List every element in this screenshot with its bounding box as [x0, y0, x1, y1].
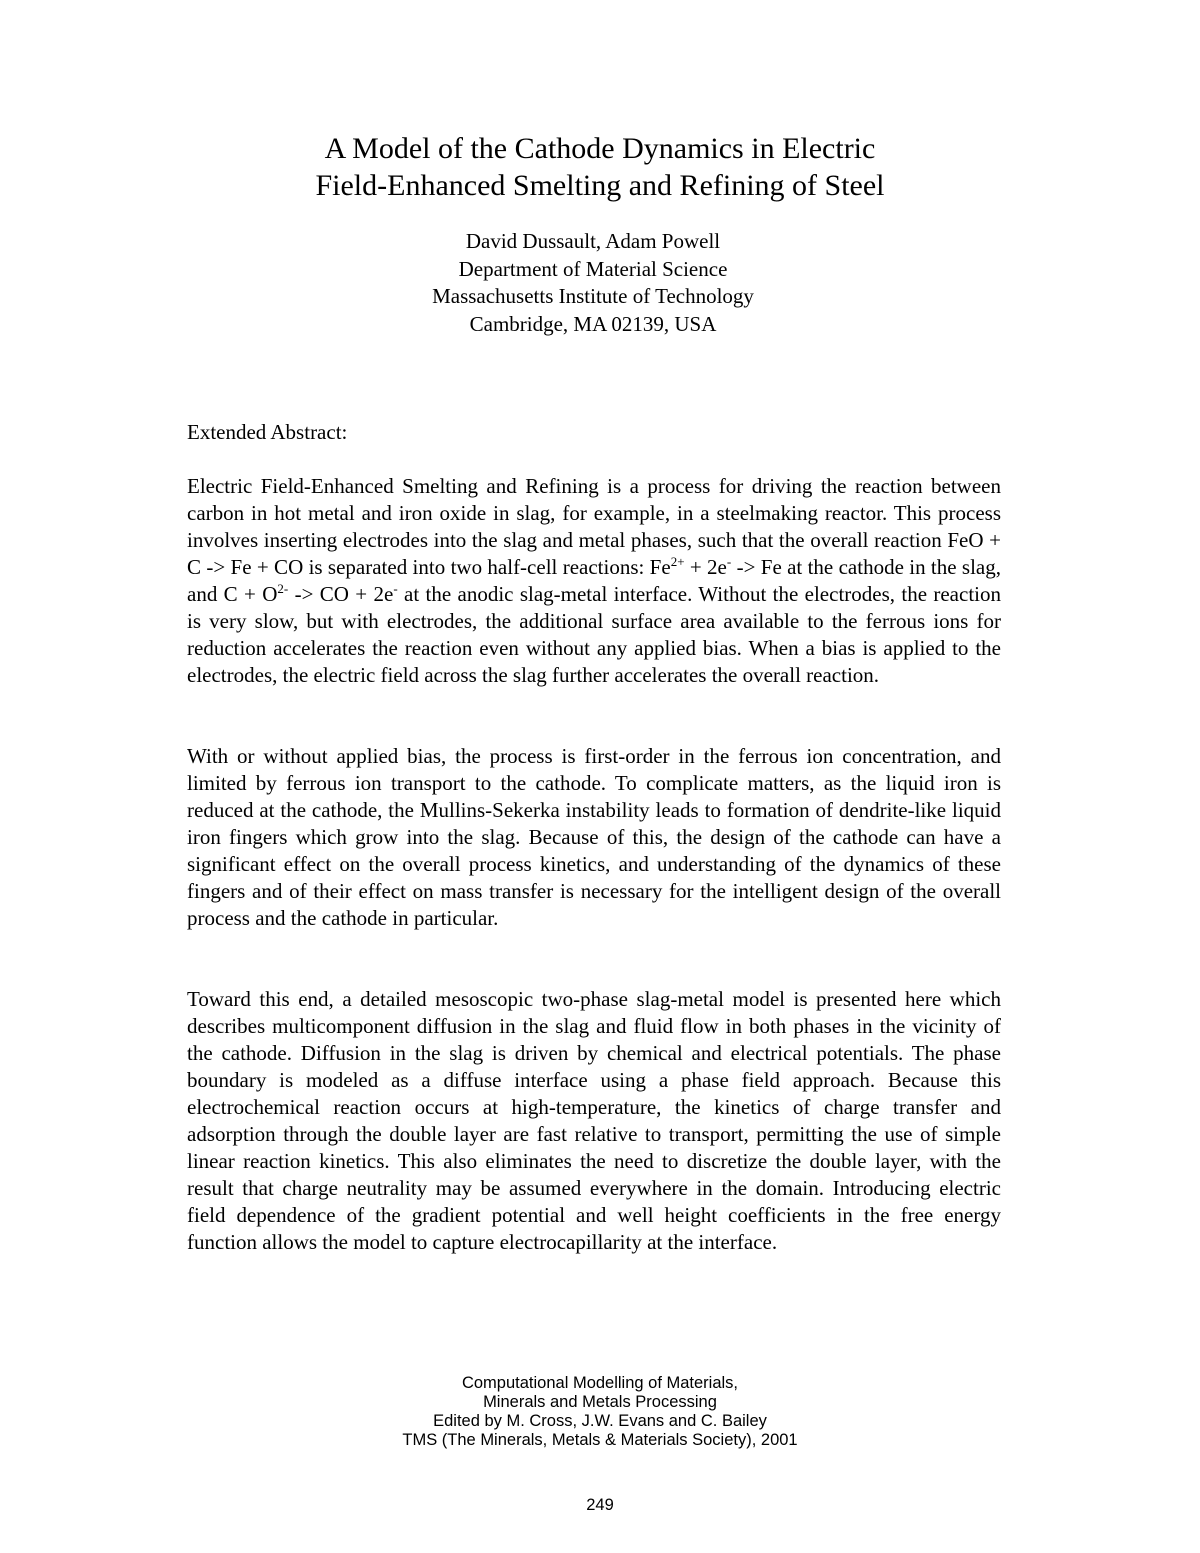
author-names: David Dussault, Adam Powell [465, 229, 721, 253]
footer-line-1: Computational Modelling of Materials, [461, 1374, 739, 1392]
footer-line-2: Minerals and Metals Processing [483, 1393, 717, 1411]
p1-text-3: -> Fe at the cathode in the slag, and C + O [187, 555, 1001, 606]
publication-footer [0, 1374, 1200, 1450]
p3-text: Toward this end, a detailed mesoscopic two-phase slag-metal model is presented here which describes multicomponent diffusion in the slag and fluid flow in both phases in the vicinity of the cathode. Diffusion in the slag is driven by chemical and electrical potentials. The phase boundary is modeled as a diffuse interface using a phase field approach. Because this electrochemical reaction occurs at high-temperature, the kinetics of charge transfer and adsorption through the double layer are fast relative to transport, permitting the use of simple linear reaction kinetics. This also eliminates the need to discretize the double layer, with the result that charge neutrality may be assumed everywhere in the domain. Introducing electric field dependence of the gradient potential and well height coefficients in the free energy function allows the model to capture electrocapillarity at the interface. [187, 987, 1001, 1254]
p1-sup-1: 2+ [670, 554, 685, 569]
footer-line-3: Edited by M. Cross, J.W. Evans and C. Bailey [433, 1412, 767, 1430]
abstract-paragraph-1 [187, 473, 1001, 689]
paper-title [0, 130, 1200, 204]
abstract-paragraph-2 [187, 743, 1001, 932]
author-institution: Massachusetts Institute of Technology [432, 284, 754, 308]
author-address: Cambridge, MA 02139, USA [469, 311, 717, 336]
author-department: Department of Material Science [458, 256, 728, 281]
p1-text-2: + 2e [684, 555, 727, 579]
author-block [0, 228, 1186, 338]
footer-line-4: TMS (The Minerals, Metals & Materials Society), 2001 [402, 1431, 798, 1449]
p1-sup-3: 2- [277, 581, 289, 596]
abstract-paragraph-3 [187, 986, 1001, 1256]
page-number: 249 [586, 1496, 614, 1514]
p2-text: With or without applied bias, the process is first-order in the ferrous ion concentration, and limited by ferrous ion transport to the cathode. To complicate matters, as the liquid iron is reduced at the cathode, the Mullins-Sekerka instability leads to formation of dendrite-like liquid iron fingers which grow into the slag. Because of this, the design of the cathode can have a significant effect on the overall process kinetics, and understanding of the dynamics of these fingers and of their effect on mass transfer is necessary for the intelligent design of the overall process and the cathode in particular. [187, 744, 1001, 930]
p1-sup-4: - [393, 581, 398, 596]
p1-sup-2: - [726, 554, 732, 569]
paper-title-line-2: Field-Enhanced Smelting and Refining of Steel [315, 169, 885, 202]
p1-text-5: at the anodic slag-metal interface. Without the electrodes, the reaction is very slow, but with electrodes, the additional surface area available to the ferrous ions for reduction accelerates the reaction even without any applied bias. When a bias is applied to the electrodes, the electric field across the slag further accelerates the overall reaction. [187, 582, 1001, 687]
p1-text-1: Electric Field-Enhanced Smelting and Refining is a process for driving the reaction between carbon in hot metal and iron oxide in slag, for example, in a steelmaking reactor. This process involves inserting electrodes into the slag and metal phases, such that the overall reaction FeO + C -> Fe + CO is separated into two half-cell reactions: Fe [187, 474, 1001, 579]
paper-title-line-1: A Model of the Cathode Dynamics in Electric [324, 132, 876, 165]
p1-text-4: -> CO + 2e [288, 582, 394, 606]
abstract-heading: Extended Abstract: [187, 420, 348, 444]
